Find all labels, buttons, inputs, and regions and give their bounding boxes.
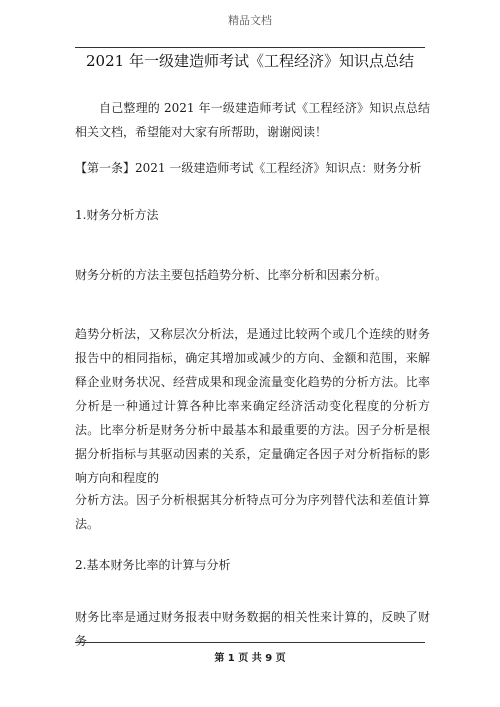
paragraph-financial-ratios: 财务比率是通过财务报表中财务数据的相关性来计算的，反映了财务 [75,610,430,648]
paragraph-methods-summary: 财务分析的方法主要包括趋势分析、比率分析和因素分析。 [75,268,388,282]
subheading-financial-analysis-methods: 1.财务分析方法 [75,208,159,222]
paragraph-trend-ratio-factor: 趋势分析法，又称层次分析法，是通过比较两个或几个连续的财务报告中的相同指标，确定其增加或减少的方向、金额和范围，来解释企业财务状况、经营成果和现金流量变化趋势的分析方法。比率分析是一种通过计算各种比率来确定经济活动变化程度的分析方法。比率分析是财务分析中最基本和最重要的方法。因子分析是根据分析指标与其驱动因素的关系，定量确定各因子对分析指标的影响方向和程度的 [75,327,430,485]
footer-divider [75,642,425,643]
header-label: 精品文档 [228,14,272,27]
section-heading: 【第一条】2021 一级建造师考试《工程经济》知识点：财务分析 [75,161,422,175]
header-divider [75,47,425,48]
subheading-basic-financial-ratios: 2.基本财务比率的计算与分析 [75,558,231,572]
intro-paragraph: 自己整理的 2021 年一级建造师考试《工程经济》知识点总结相关文档，希望能对大家有所帮助，谢谢阅读！ [75,101,430,139]
page-number: 第 1 页 共 9 页 [214,653,286,664]
paragraph-factor-methods: 分析方法。因子分析根据其分析特点可分为序列替代法和差值计算法。 [75,493,430,531]
document-title: 2021 年一级建造师考试《工程经济》知识点总结 [86,52,414,70]
